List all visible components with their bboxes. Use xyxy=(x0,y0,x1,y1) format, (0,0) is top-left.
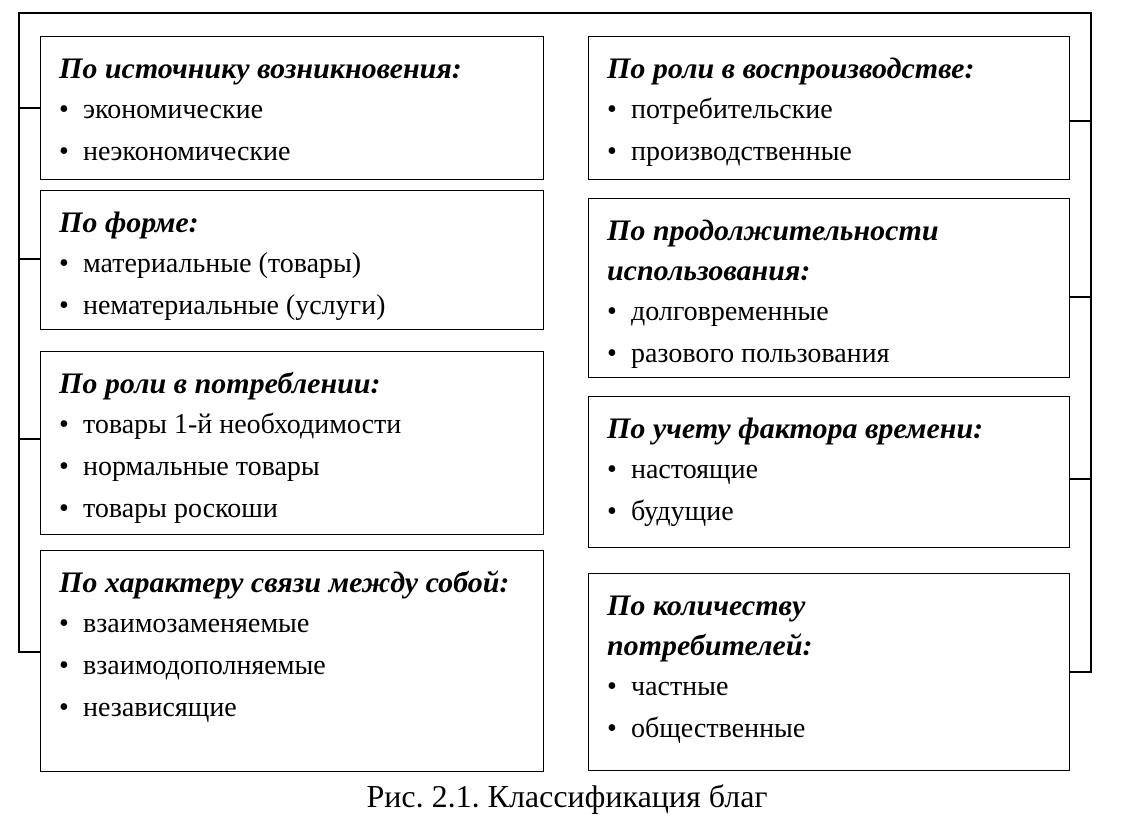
bullet-icon: • xyxy=(59,94,69,125)
list-item: • товары роскоши xyxy=(59,488,543,530)
category-box-source xyxy=(40,36,544,180)
category-title: По характеру связи между собой: xyxy=(59,566,510,599)
category-items xyxy=(607,89,1069,173)
list-item: • нормальные товары xyxy=(59,446,543,488)
bullet-icon: • xyxy=(59,451,69,482)
category-items xyxy=(607,449,1069,533)
bullet-icon: • xyxy=(607,671,617,702)
right-branch-1 xyxy=(1068,120,1092,122)
bullet-icon: • xyxy=(607,496,617,527)
list-item: • материальные (товары) xyxy=(59,243,543,285)
bullet-icon: • xyxy=(59,608,69,639)
category-box-reproduction-role xyxy=(588,36,1070,180)
category-items xyxy=(59,89,543,173)
category-items xyxy=(59,404,543,530)
category-box-duration xyxy=(588,198,1070,378)
category-items xyxy=(607,666,949,750)
bullet-icon: • xyxy=(607,454,617,485)
bullet-icon: • xyxy=(607,296,617,327)
bullet-icon: • xyxy=(607,136,617,167)
bullet-icon: • xyxy=(607,338,617,369)
category-title: По количеству потребителей: xyxy=(607,589,813,662)
list-item: • взаимозаменяемые xyxy=(59,603,543,645)
category-items xyxy=(59,243,543,327)
category-box-consumers-count xyxy=(588,573,1070,771)
category-title: По форме: xyxy=(59,206,199,239)
left-branch-3 xyxy=(18,438,40,440)
bullet-icon: • xyxy=(59,692,69,723)
category-box-time-factor xyxy=(588,396,1070,548)
list-item: • потребительские xyxy=(607,89,1069,131)
list-item: • независящие xyxy=(59,687,543,729)
figure-caption: Рис. 2.1. Классификация благ xyxy=(366,778,768,814)
category-items xyxy=(59,603,543,729)
category-title: По источнику возникновения: xyxy=(59,52,462,85)
list-item: • частные xyxy=(607,666,949,708)
right-branch-2 xyxy=(1068,296,1092,298)
list-item: • производственные xyxy=(607,131,1069,173)
list-item: • нематериальные (услуги) xyxy=(59,285,543,327)
top-connector-line xyxy=(18,12,1092,14)
category-box-consumption-role xyxy=(40,351,544,535)
bullet-icon: • xyxy=(59,290,69,321)
bullet-icon: • xyxy=(607,713,617,744)
bullet-icon: • xyxy=(59,248,69,279)
list-item: • неэкономические xyxy=(59,131,543,173)
list-item: • долговременные xyxy=(607,291,1069,333)
list-item: • настоящие xyxy=(607,449,1069,491)
category-title: По продолжительности использования: xyxy=(607,214,939,287)
left-branch-4 xyxy=(18,651,40,653)
list-item: • будущие xyxy=(607,491,1069,533)
category-title: По роли в воспроизводстве: xyxy=(607,52,975,85)
list-item: • взаимодополняемые xyxy=(59,645,543,687)
category-box-relation xyxy=(40,550,544,772)
bullet-icon: • xyxy=(59,493,69,524)
right-branch-4 xyxy=(1068,671,1092,673)
category-items xyxy=(607,291,1069,375)
category-title: По учету фактора времени: xyxy=(607,412,984,445)
bullet-icon: • xyxy=(607,94,617,125)
bullet-icon: • xyxy=(59,650,69,681)
right-trunk-line xyxy=(1090,12,1092,672)
list-item: • разового пользования xyxy=(607,333,1069,375)
list-item: • товары 1-й необходимости xyxy=(59,404,543,446)
left-branch-2 xyxy=(18,258,40,260)
category-box-form xyxy=(40,190,544,330)
category-title: По роли в потреблении: xyxy=(59,367,381,400)
bullet-icon: • xyxy=(59,136,69,167)
left-branch-1 xyxy=(18,107,40,109)
list-item: • экономические xyxy=(59,89,543,131)
bullet-icon: • xyxy=(59,409,69,440)
right-branch-3 xyxy=(1068,478,1092,480)
list-item: • общественные xyxy=(607,708,949,750)
